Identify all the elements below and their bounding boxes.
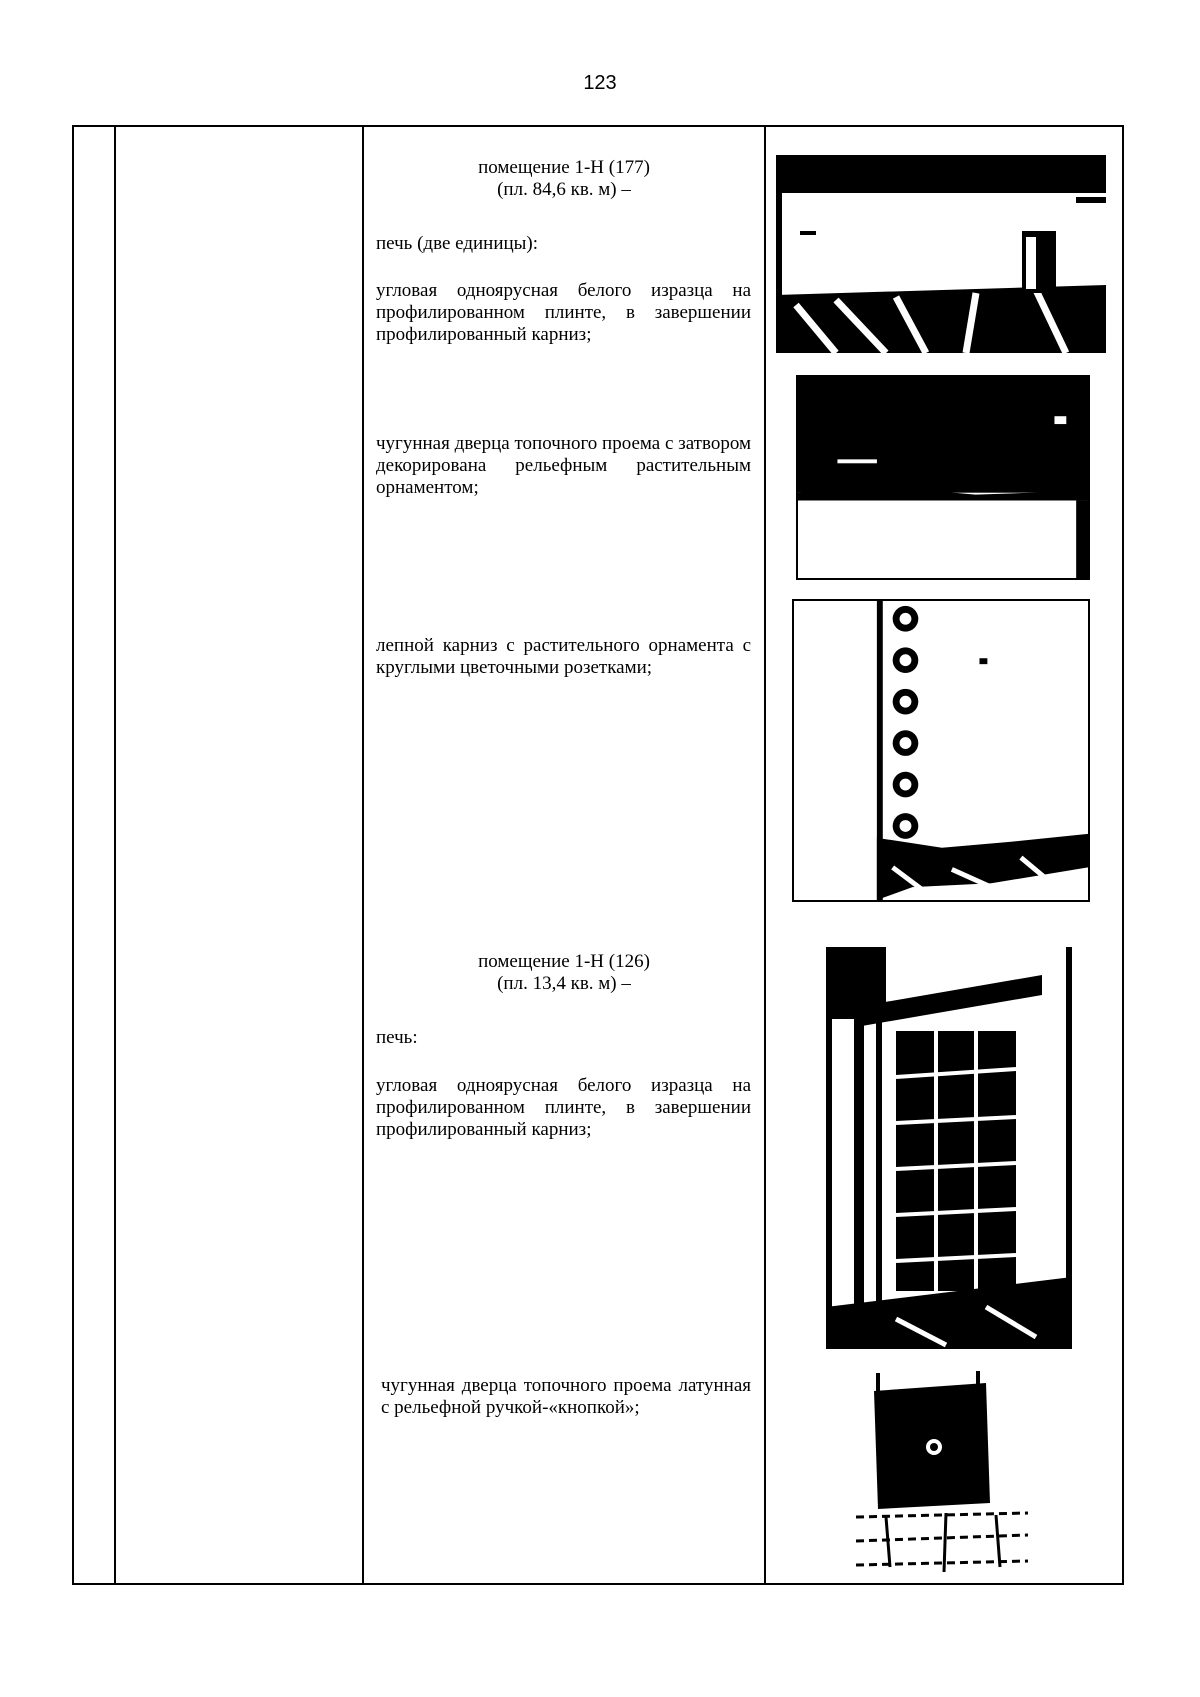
room-title: помещение 1-Н (126) <box>478 951 650 972</box>
stove-subheading: печь: <box>376 1027 418 1048</box>
item-description: угловая одноярусная белого изразца на профилированном плинте, в завершении профилированный карниз; <box>376 1075 751 1140</box>
column-divider <box>764 127 766 1583</box>
stove-door-photo <box>796 375 1090 580</box>
corner-stove-photo <box>826 947 1072 1349</box>
cornice-photo <box>792 599 1090 902</box>
document-table <box>72 125 1124 1585</box>
room-title: помещение 1-Н (177) <box>478 157 650 178</box>
item-description: угловая одноярусная белого изразца на профилированном плинте, в завершении профилированный карниз; <box>376 280 751 345</box>
brass-door-photo <box>856 1367 1028 1572</box>
room-photo <box>776 155 1106 353</box>
page-number: 123 <box>583 72 617 94</box>
room-area: (пл. 13,4 кв. м) – <box>497 973 631 994</box>
section-heading <box>374 157 754 201</box>
section-heading <box>374 951 754 995</box>
column-divider <box>362 127 364 1583</box>
stove-subheading: печь (две единицы): <box>376 233 539 254</box>
item-description: лепной карниз с растительного орнамента с круглыми цветочными розетками; <box>376 635 751 678</box>
item-description: чугунная дверца топочного проема латунная с рельефной ручкой-«кнопкой»; <box>381 1375 751 1418</box>
room-area: (пл. 84,6 кв. м) – <box>497 179 631 200</box>
column-divider <box>114 127 116 1583</box>
item-description: чугунная дверца топочного проема с затвором декорирована рельефным растительным орнаментом; <box>376 433 751 498</box>
